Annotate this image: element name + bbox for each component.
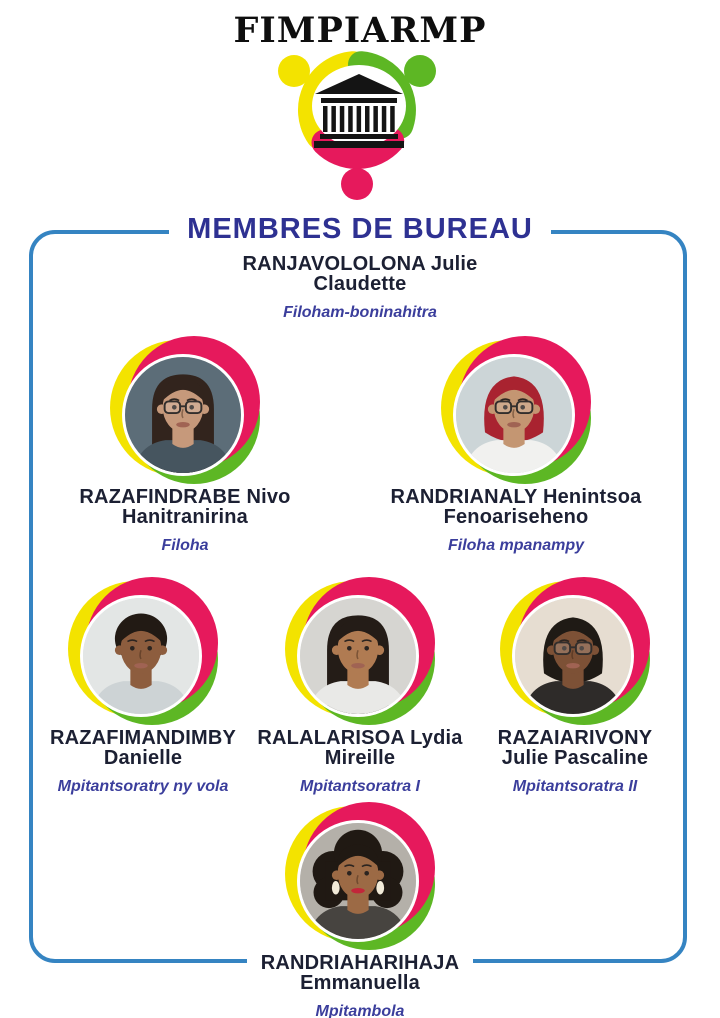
- member-card-razaiarivony: [455, 577, 695, 796]
- member-role: Mpitantsoratry ny vola: [57, 778, 229, 795]
- org-name: FIMPIARMP: [233, 10, 487, 51]
- member-role: Mpitambola: [315, 1003, 405, 1018]
- member-name: RAZAFINDRABE Nivo Hanitranirina: [79, 486, 291, 528]
- member-card-ralalarisoa: [240, 577, 480, 796]
- member-role: Filoha mpanampy: [447, 537, 585, 554]
- member-card-ranjavololona: [0, 253, 720, 322]
- member-name: RAZAFIMANDIMBY Danielle: [49, 727, 237, 769]
- section-title-text: MEMBRES DE BUREAU: [169, 213, 551, 246]
- member-role: Mpitantsoratra II: [512, 778, 638, 795]
- member-card-randrianaly: [356, 336, 676, 555]
- member-role: Mpitantsoratra I: [299, 778, 420, 795]
- member-role: Filoham-boninahitra: [283, 304, 437, 321]
- member-name: RANDRIANALY Henintsoa Fenoariseheno: [390, 486, 642, 528]
- portrait-photo: [125, 357, 241, 473]
- member-card-randriaharihaja: [200, 802, 520, 1018]
- member-photo: [285, 577, 435, 727]
- portrait-photo: [456, 357, 572, 473]
- member-photo: [68, 577, 218, 727]
- member-role: Filoha: [161, 537, 209, 554]
- member-name: RANDRIAHARIHAJA Emmanuella: [200, 953, 520, 993]
- member-card-razafimandimby: [23, 577, 263, 796]
- member-name: RAZAIARIVONY Julie Pascaline: [497, 727, 653, 769]
- member-photo: [285, 802, 435, 952]
- member-photo: [441, 336, 591, 486]
- member-photo: [500, 577, 650, 727]
- member-card-razafindrabe: [25, 336, 345, 555]
- section-title: [0, 213, 720, 246]
- org-logo: [260, 48, 460, 218]
- portrait-photo: [83, 598, 199, 714]
- member-name: RALALARISOA Lydia Mireille: [257, 727, 463, 769]
- member-photo: [110, 336, 260, 486]
- member-name: RANJAVOLOLONA Julie Claudette: [242, 253, 478, 295]
- portrait-photo: [300, 598, 416, 714]
- portrait-photo: [300, 823, 416, 939]
- portrait-photo: [515, 598, 631, 714]
